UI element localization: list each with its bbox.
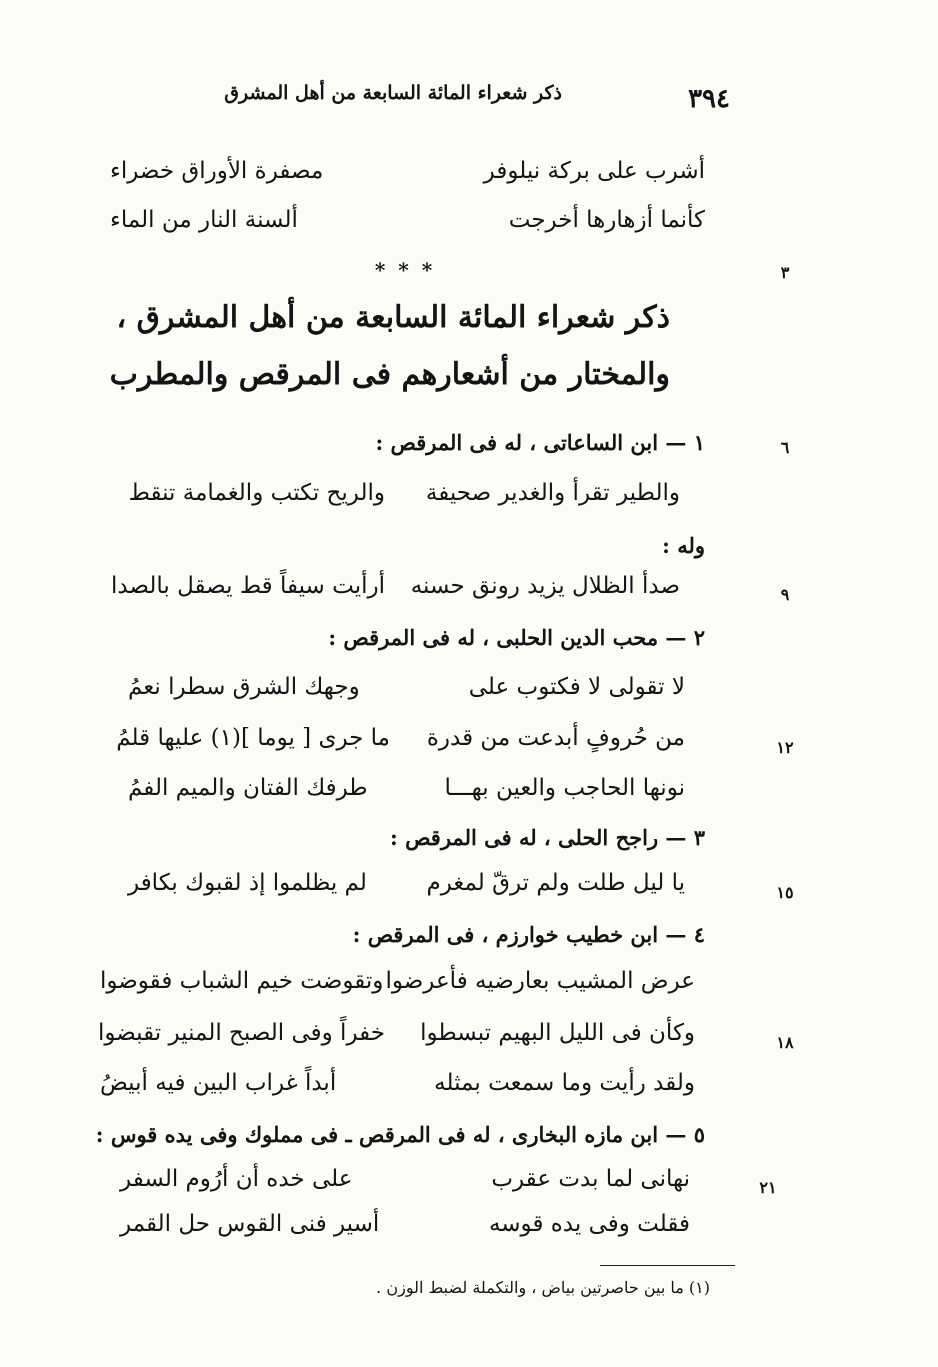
footnote: (١) ما بين حاصرتين بياض ، والتكملة لضبط الوزن . — [376, 1278, 710, 1297]
entry-5-verse-1-first: نهانى لما بدت عقرب — [491, 1166, 690, 1192]
entry-2-verse-2-second: ما جرى [ يوما ](١) عليها قلمُ — [116, 725, 390, 751]
footnote-rule — [600, 1265, 735, 1266]
line-number-18: ١٨ — [776, 1033, 794, 1052]
entry-2-heading: ٢ — محب الدين الحلبى ، له فى المرقص : — [328, 625, 705, 650]
entry-5-heading: ٥ — ابن مازه البخارى ، له فى المرقص ـ فى مملوك وفى يده قوس : — [95, 1122, 705, 1147]
entry-5-verse-1-second: على خده أن أرُوم السفر — [120, 1166, 353, 1192]
section-separator: * * * — [374, 258, 436, 282]
entry-5-verse-2-second: أسير فنى القوس حل القمر — [120, 1211, 380, 1237]
section-heading-line-1: ذكر شعراء المائة السابعة من أهل المشرق ، — [116, 300, 670, 335]
top-verse-2-second: ألسنة النار من الماء — [110, 207, 298, 233]
line-number-15: ١٥ — [776, 883, 794, 902]
entry-4-verse-3-second: أبداً غراب البين فيه أبيضُ — [100, 1070, 337, 1096]
top-verse-1-first: أشرب على بركة نيلوفر — [483, 158, 705, 184]
entry-1-sub-verse-1-first: صدأ الظلال يزيد رونق حسنه — [410, 573, 680, 599]
entry-4-verse-2-first: وكأن فى الليل البهيم تبسطوا — [420, 1020, 695, 1046]
top-verse-1-second: مصفرة الأوراق خضراء — [110, 158, 324, 184]
entry-4-verse-1-second: وتقوضت خيم الشباب فقوضوا — [100, 968, 384, 994]
entry-1-verse-1-first: والطير تقرأ والغدير صحيفة — [425, 480, 680, 506]
entry-2-verse-1-first: لا تقولى لا فكتوب على — [468, 674, 685, 700]
entry-1-sub-heading: وله : — [662, 533, 705, 558]
entry-1-verse-1-second: والريح تكتب والغمامة تنقط — [128, 480, 385, 506]
entry-2-verse-3-second: طرفك الفتان والميم الفمُ — [128, 775, 368, 801]
running-title: ذكر شعراء المائة السابعة من أهل المشرق — [224, 82, 562, 104]
entry-1-sub-verse-1-second: أرأيت سيفاً قط يصقل بالصدا — [110, 573, 385, 599]
top-verse-2-first: كأنما أزهارها أخرجت — [508, 207, 705, 233]
entry-3-verse-1-first: يا ليل طلت ولم ترقّ لمغرم — [426, 870, 685, 896]
entry-3-heading: ٣ — راجح الحلى ، له فى المرقص : — [390, 825, 705, 850]
line-number-21: ٢١ — [759, 1178, 777, 1197]
line-number-3: ٣ — [780, 263, 790, 282]
entry-2-verse-3-first: نونها الحاجب والعين بهـــا — [444, 775, 685, 801]
entry-1-heading: ١ — ابن الساعاتى ، له فى المرقص : — [375, 430, 705, 455]
entry-3-verse-1-second: لم يظلموا إذ لقبوك بكافر — [128, 870, 367, 896]
entry-5-verse-2-first: فقلت وفى يده قوسه — [488, 1211, 690, 1237]
line-number-12: ١٢ — [776, 738, 794, 757]
entry-2-verse-1-second: وجهك الشرق سطرا نعمُ — [128, 674, 360, 700]
line-number-9: ٩ — [780, 585, 790, 604]
entry-4-verse-2-second: خفراً وفى الصبح المنير تقبضوا — [97, 1020, 385, 1046]
entry-4-verse-1-first: عرض المشيب بعارضيه فأعرضوا — [385, 968, 695, 994]
section-heading-line-2: والمختار من أشعارهم فى المرقص والمطرب — [109, 357, 670, 392]
entry-4-heading: ٤ — ابن خطيب خوارزم ، فى المرقص : — [352, 922, 705, 947]
entry-2-verse-2-first: من حُروفٍ أبدعت من قدرة — [426, 725, 685, 751]
page-number: ٣٩٤ — [688, 84, 730, 114]
line-number-6: ٦ — [780, 438, 790, 457]
entry-4-verse-3-first: ولقد رأيت وما سمعت بمثله — [434, 1070, 695, 1096]
